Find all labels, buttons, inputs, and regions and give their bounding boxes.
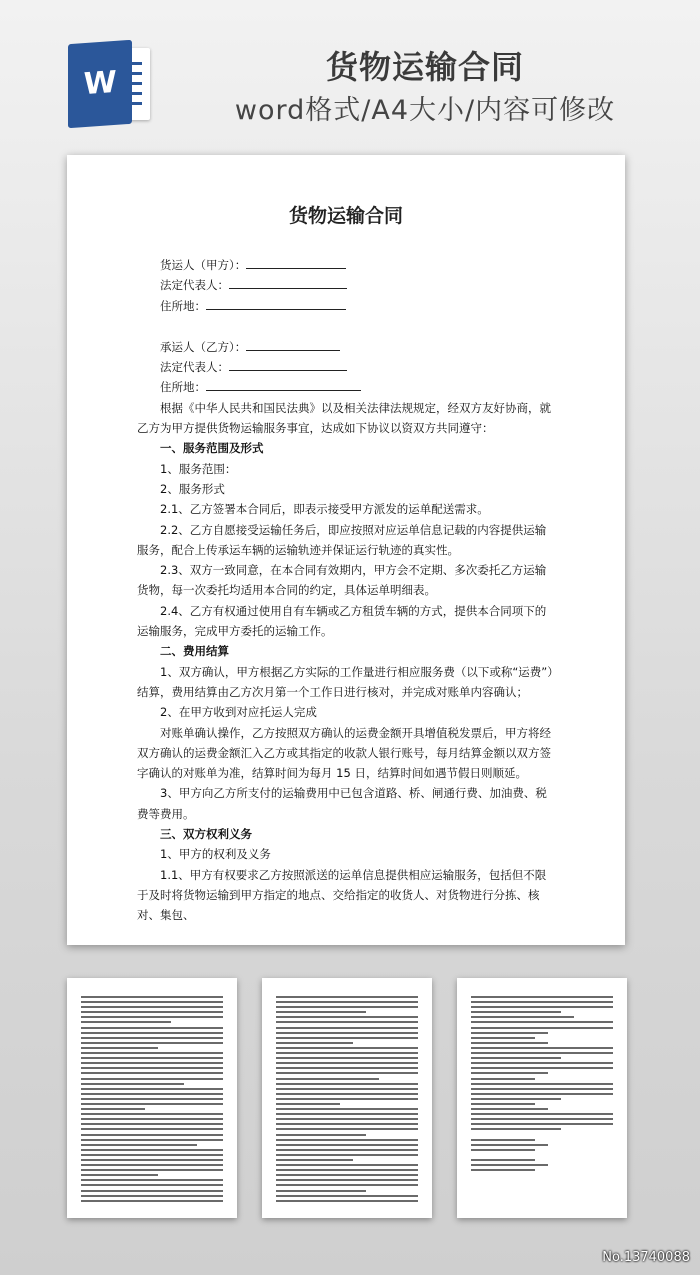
page-thumbnail-4 — [457, 978, 627, 1218]
thumbnail-line — [81, 1139, 223, 1141]
thumbnail-line — [471, 1011, 561, 1013]
thumbnail-line — [276, 1006, 418, 1008]
thumbnail-line — [81, 1164, 223, 1166]
thumbnail-line — [81, 1052, 223, 1054]
image-number: No.13740088 — [602, 1250, 690, 1265]
fee-clause-2-detail: 对账单确认操作，乙方按照双方确认的运费金额开具增值税发票后，甲方将经双方确认的运费金额汇入乙方或其指定的收款人银行账号，每月结算金额以双方签字确认的对账单为准，结算时间为每月 15 日，结算时间如遇节假日则顺延。 — [137, 725, 551, 781]
thumbnail-line — [276, 1179, 418, 1181]
document-title: 货物运输合同 — [288, 205, 403, 227]
section-1-item-2: 2、服务形式 — [160, 481, 225, 496]
thumbnail-line — [471, 1088, 613, 1090]
thumbnail-line — [81, 1078, 223, 1080]
thumbnail-line — [471, 1057, 561, 1059]
thumbnail-line — [471, 1164, 548, 1166]
party-a-label: 货运人（甲方）： — [137, 255, 557, 275]
word-badge-icon: W — [68, 40, 132, 128]
thumbnail-line — [471, 1052, 613, 1054]
thumbnail-line — [276, 1159, 353, 1161]
clause-2-4: 2.4、乙方有权通过使用自有车辆或乙方租赁车辆的方式，提供本合同项下的运输服务，完成甲方委托的运输工作。 — [137, 603, 547, 639]
intro-paragraph: 根据《中华人民共和国民法典》以及相关法律法规规定，经双方友好协商，就乙方为甲方提供货物运输服务事宜，达成如下协议以资双方共同遵守： — [137, 400, 551, 436]
thumbnail-line — [471, 996, 613, 998]
thumbnail-line — [471, 1027, 613, 1029]
thumbnail-line — [471, 1169, 535, 1171]
thumbnail-line — [276, 1164, 418, 1166]
thumbnail-line — [276, 1134, 366, 1136]
thumbnail-line — [471, 1149, 535, 1151]
thumbnail-line — [276, 1016, 418, 1018]
thumbnail-text-lines — [457, 978, 627, 1171]
thumbnail-line — [276, 1169, 418, 1171]
thumbnail-line — [81, 1016, 223, 1018]
word-file-icon — [68, 42, 150, 126]
document-body — [137, 255, 557, 926]
thumbnail-line — [81, 1072, 223, 1074]
thumbnail-line — [276, 1011, 366, 1013]
thumbnail-line — [276, 1195, 418, 1197]
thumbnail-line — [276, 1027, 418, 1029]
thumbnail-line — [276, 1149, 418, 1151]
thumbnail-line — [276, 1098, 418, 1100]
thumbnail-line — [81, 1108, 145, 1110]
thumbnail-line — [471, 1113, 613, 1115]
thumbnail-line — [471, 1047, 613, 1049]
thumbnail-line — [276, 1047, 418, 1049]
thumbnail-line — [81, 1062, 223, 1064]
thumbnail-line — [471, 1083, 613, 1085]
thumbnail-line — [81, 1159, 223, 1161]
thumbnail-line — [276, 1154, 418, 1156]
thumbnail-line — [81, 1103, 223, 1105]
thumbnail-line — [276, 1139, 418, 1141]
rights-clause-1-1: 1.1、甲方有权要求乙方按照派送的运单信息提供相应运输服务，包括但不限于及时将货物运输到甲方指定的地点、交给指定的收货人、对货物进行分拣、核对、集包、 — [137, 867, 547, 923]
thumbnail-line — [471, 1103, 535, 1105]
thumbnail-line — [81, 1154, 223, 1156]
thumbnail-line — [471, 1006, 613, 1008]
thumbnail-line — [81, 1011, 223, 1013]
thumbnail-line — [81, 1113, 223, 1115]
thumbnail-line — [276, 1113, 418, 1115]
thumbnail-line — [81, 1134, 223, 1136]
thumbnail-line — [81, 1057, 223, 1059]
thumbnail-line — [471, 1001, 613, 1003]
thumbnail-line — [471, 1098, 561, 1100]
thumbnail-line — [471, 1032, 548, 1034]
thumbnail-line — [471, 1123, 613, 1125]
thumbnail-line — [471, 1159, 535, 1161]
party-b-rep: 法定代表人： — [137, 357, 557, 377]
thumbnail-line — [81, 1128, 223, 1130]
page-thumbnail-2 — [67, 978, 237, 1218]
thumbnail-line — [471, 1118, 613, 1120]
thumbnail-line — [81, 1083, 184, 1085]
thumbnail-line — [276, 1057, 418, 1059]
thumbnail-line — [276, 1042, 353, 1044]
thumbnail-line — [471, 1139, 535, 1141]
section-3-heading: 三、双方权利义务 — [160, 827, 252, 842]
thumbnail-line — [276, 1123, 418, 1125]
thumbnail-line — [276, 1083, 418, 1085]
section-2-heading: 二、费用结算 — [160, 644, 229, 659]
clause-2-1: 2.1、乙方签署本合同后，即表示接受甲方派发的运单配送需求。 — [160, 502, 489, 517]
thumbnail-line — [81, 1027, 223, 1029]
thumbnail-line — [276, 1088, 418, 1090]
thumbnail-line — [471, 1128, 561, 1130]
thumbnail-line — [471, 1134, 613, 1136]
thumbnail-line — [276, 1118, 418, 1120]
thumbnail-line — [471, 1037, 535, 1039]
thumbnail-line — [276, 1144, 418, 1146]
clause-2-2: 2.2、乙方自愿接受运输任务后，即应按照对应运单信息记载的内容提供运输服务，配合上传承运车辆的运输轨迹并保证运行轨迹的真实性。 — [137, 522, 547, 557]
thumbnail-line — [276, 1108, 418, 1110]
thumbnail-text-lines — [67, 978, 237, 1202]
party-b-label: 承运人（乙方）： — [137, 337, 557, 357]
thumbnail-line — [276, 1021, 418, 1023]
rights-item-1: 1、甲方的权利及义务 — [160, 847, 271, 862]
thumbnail-line — [81, 1001, 223, 1003]
thumbnail-line — [81, 1144, 197, 1146]
thumbnail-line — [81, 1047, 158, 1049]
thumbnail-line — [471, 1078, 535, 1080]
document-page — [67, 155, 625, 945]
header-title: 货物运输合同 — [325, 48, 524, 86]
thumbnail-line — [81, 1190, 223, 1192]
thumbnail-line — [471, 1072, 548, 1074]
thumbnail-line — [276, 1001, 418, 1003]
thumbnail-text-lines — [262, 978, 432, 1202]
thumbnail-line — [276, 1037, 418, 1039]
thumbnail-line — [276, 1052, 418, 1054]
section-1-heading: 一、服务范围及形式 — [160, 441, 264, 456]
thumbnail-line — [81, 1037, 223, 1039]
thumbnail-line — [276, 1062, 418, 1064]
thumbnail-line — [81, 996, 223, 998]
fee-clause-1: 1、双方确认，甲方根据乙方实际的工作量进行相应服务费（以下或称“运费”）结算，费用结算由乙方次月第一个工作日进行核对，并完成对账单内容确认； — [137, 664, 553, 699]
thumbnail-line — [471, 1062, 613, 1064]
thumbnail-line — [276, 1184, 418, 1186]
party-b-address: 住所地： — [137, 377, 557, 397]
thumbnail-line — [471, 1021, 613, 1023]
fee-clause-2: 2、在甲方收到对应托运人完成 — [160, 705, 317, 720]
fee-clause-3: 3、甲方向乙方所支付的运输费用中已包含道路、桥、闸通行费、加油费、税费等费用。 — [137, 786, 547, 821]
thumbnail-line — [276, 996, 418, 998]
party-a-address: 住所地： — [137, 296, 557, 316]
header-subtitle: word格式/A4大小/内容可修改 — [234, 95, 616, 126]
thumbnail-line — [471, 1016, 574, 1018]
party-a-rep: 法定代表人： — [137, 275, 557, 295]
thumbnail-line — [276, 1093, 418, 1095]
thumbnail-line — [81, 1200, 223, 1202]
thumbnail-line — [81, 1021, 171, 1023]
thumbnail-line — [276, 1067, 418, 1069]
thumbnail-line — [81, 1093, 223, 1095]
thumbnail-line — [81, 1098, 223, 1100]
thumbnail-line — [276, 1174, 418, 1176]
thumbnail-line — [276, 1078, 379, 1080]
thumbnail-line — [81, 1179, 223, 1181]
thumbnail-line — [81, 1118, 223, 1120]
thumbnail-line — [81, 1184, 223, 1186]
thumbnail-line — [471, 1108, 548, 1110]
thumbnail-line — [81, 1174, 158, 1176]
thumbnail-line — [81, 1006, 223, 1008]
thumbnail-line — [471, 1067, 613, 1069]
thumbnail-line — [81, 1067, 223, 1069]
thumbnail-line — [471, 1154, 613, 1156]
thumbnail-line — [276, 1190, 366, 1192]
thumbnail-line — [81, 1123, 223, 1125]
thumbnail-line — [276, 1200, 418, 1202]
section-1-item-1: 1、服务范围： — [160, 461, 237, 476]
thumbnail-line — [276, 1032, 418, 1034]
thumbnail-line — [81, 1195, 223, 1197]
thumbnail-line — [81, 1169, 223, 1171]
thumbnail-line — [81, 1032, 223, 1034]
clause-2-3: 2.3、双方一致同意，在本合同有效期内，甲方会不定期、多次委托乙方运输货物，每一次委托均适用本合同的约定，具体运单明细表。 — [137, 563, 547, 598]
page-thumbnail-3 — [262, 978, 432, 1218]
thumbnail-line — [471, 1042, 548, 1044]
thumbnail-line — [276, 1103, 340, 1105]
thumbnail-line — [471, 1144, 548, 1146]
thumbnail-line — [81, 1088, 223, 1090]
thumbnail-line — [276, 1072, 418, 1074]
thumbnail-line — [471, 1093, 613, 1095]
thumbnail-line — [276, 1128, 418, 1130]
thumbnail-line — [81, 1149, 223, 1151]
thumbnail-line — [81, 1042, 223, 1044]
